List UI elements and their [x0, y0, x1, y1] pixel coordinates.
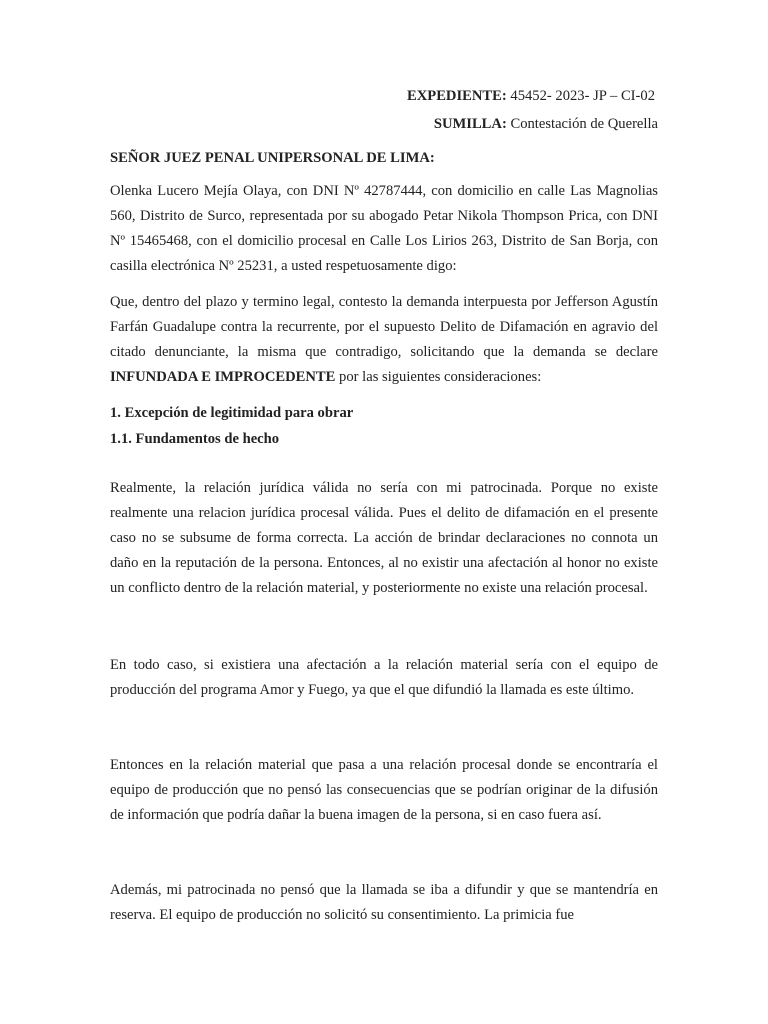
addressee-heading: SEÑOR JUEZ PENAL UNIPERSONAL DE LIMA: — [110, 150, 435, 166]
body-paragraph-3: Entonces en la relación material que pasa a una relación procesal donde se encontraría el equipo de producción que no pensó las consecuencias que se podrían originar de la difusión de información que podría dañar la buena imagen de la persona, si en caso fuera así. — [110, 757, 658, 823]
contest-text-after: por las siguientes consideraciones: — [335, 369, 542, 385]
sumilla-label: SUMILLA: — [433, 116, 507, 132]
sumilla-value: Contestación de Querella — [510, 116, 658, 132]
contest-text-before: Que, dentro del plazo y termino legal, contesto la demanda interpuesta por Jefferson Agustín Farfán Guadalupe contra la recurrente, por el supuesto Delito de Difamación en agravio del citado denunciante, la misma que contradigo, solicitando que la demanda se declare — [110, 294, 658, 360]
expediente-value: 45452- 2023- JP – CI-02 — [510, 88, 655, 104]
body-paragraph-4: Además, mi patrocinada no pensó que la llamada se iba a difundir y que se mantendría en reserva. El equipo de producción no solicitó su consentimiento. La primicia fue — [110, 882, 658, 923]
body-paragraph-2: En todo caso, si existiera una afectación a la relación material sería con el equipo de producción del programa Amor y Fuego, ya que el que difundió la llamada es este último. — [110, 657, 658, 698]
sumilla-line — [434, 112, 658, 137]
contest-bold-text: INFUNDADA E IMPROCEDENTE — [110, 369, 336, 385]
expediente-line — [407, 84, 655, 109]
body-paragraph-1: Realmente, la relación jurídica válida no sería con mi patrocinada. Porque no existe realmente una relacion jurídica procesal válida. Pues el delito de difamación en el presente caso no se subsume de forma correcta. La acción de brindar declaraciones no connota un daño en la reputación de la persona. Entonces, al no existir una afectación al honor no existe un conflicto dentro de la relación material, y posteriormente no existe una relación procesal. — [110, 480, 658, 596]
expediente-label: EXPEDIENTE: — [407, 88, 507, 104]
section-1-heading: 1. Excepción de legitimidad para obrar — [110, 405, 354, 421]
contest-paragraph — [110, 290, 658, 390]
intro-paragraph: Olenka Lucero Mejía Olaya, con DNI Nº 42787444, con domicilio en calle Las Magnolias 560, Distrito de Surco, representada por su abogado Petar Nikola Thompson Prica, con DNI Nº 15465468, con el domicilio procesal en Calle Los Lirios 263, Distrito de San Borja, con casilla electrónica Nº 25231, a usted respetuosamente digo: — [110, 183, 658, 274]
section-1-1-heading: 1.1. Fundamentos de hecho — [110, 431, 280, 447]
